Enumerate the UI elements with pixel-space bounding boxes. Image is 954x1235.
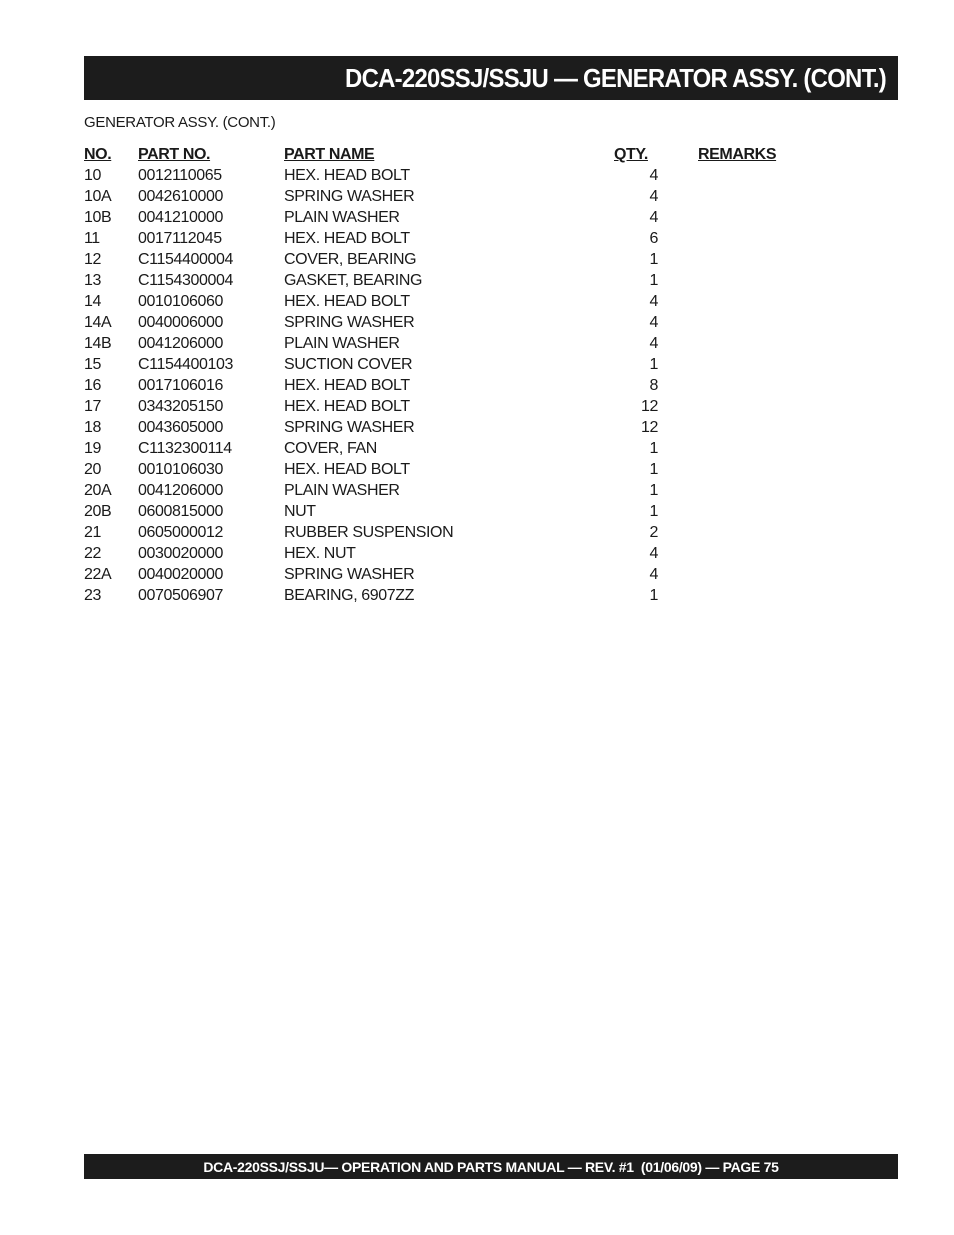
cell-no: 20B bbox=[84, 503, 112, 520]
cell-qty: 12 bbox=[641, 419, 658, 436]
cell-part-name: HEX. NUT bbox=[284, 545, 356, 562]
cell-part-no: 0041206000 bbox=[138, 335, 223, 352]
cell-no: 17 bbox=[84, 398, 101, 415]
cell-remarks bbox=[698, 228, 898, 249]
cell-qty: 4 bbox=[649, 293, 658, 310]
cell-no: 23 bbox=[84, 587, 101, 604]
column-header-remarks: REMARKS bbox=[698, 146, 777, 163]
cell-qty: 4 bbox=[649, 545, 658, 562]
cell-remarks bbox=[698, 543, 898, 564]
table-row bbox=[84, 585, 898, 606]
cell-part-name: SPRING WASHER bbox=[284, 419, 415, 436]
table-row bbox=[84, 270, 898, 291]
cell-qty: 4 bbox=[649, 335, 658, 352]
cell-part-no: C1154400103 bbox=[138, 356, 233, 373]
table-row bbox=[84, 396, 898, 417]
page-header-bar bbox=[84, 56, 898, 100]
cell-part-no: 0017106016 bbox=[138, 377, 223, 394]
table-row bbox=[84, 354, 898, 375]
cell-qty: 1 bbox=[649, 251, 658, 268]
cell-remarks bbox=[698, 165, 898, 186]
cell-part-no: 0030020000 bbox=[138, 545, 223, 562]
cell-part-name: PLAIN WASHER bbox=[284, 209, 400, 226]
table-row bbox=[84, 249, 898, 270]
cell-remarks bbox=[698, 186, 898, 207]
cell-qty: 6 bbox=[649, 230, 658, 247]
cell-qty: 4 bbox=[649, 209, 658, 226]
cell-no: 19 bbox=[84, 440, 101, 457]
cell-no: 22 bbox=[84, 545, 101, 562]
cell-qty: 1 bbox=[649, 482, 658, 499]
table-row bbox=[84, 501, 898, 522]
cell-remarks bbox=[698, 501, 898, 522]
cell-qty: 1 bbox=[649, 461, 658, 478]
table-row bbox=[84, 522, 898, 543]
cell-no: 12 bbox=[84, 251, 101, 268]
table-row bbox=[84, 228, 898, 249]
table-row bbox=[84, 564, 898, 585]
table-row bbox=[84, 543, 898, 564]
cell-no: 10A bbox=[84, 188, 112, 205]
cell-remarks bbox=[698, 396, 898, 417]
cell-no: 15 bbox=[84, 356, 101, 373]
page-footer-bar bbox=[84, 1154, 898, 1179]
cell-qty: 12 bbox=[641, 398, 658, 415]
page-title: DCA-220SSJ/SSJU — GENERATOR ASSY. (CONT.) bbox=[345, 62, 886, 93]
cell-qty: 4 bbox=[649, 314, 658, 331]
column-header-no: NO. bbox=[84, 146, 112, 163]
cell-no: 20 bbox=[84, 461, 101, 478]
table-row bbox=[84, 417, 898, 438]
cell-no: 20A bbox=[84, 482, 112, 499]
cell-qty: 4 bbox=[649, 188, 658, 205]
table-row bbox=[84, 165, 898, 186]
cell-part-name: HEX. HEAD BOLT bbox=[284, 230, 410, 247]
column-header-part-name: PART NAME bbox=[284, 146, 375, 163]
cell-part-name: SPRING WASHER bbox=[284, 314, 415, 331]
cell-qty: 4 bbox=[649, 167, 658, 184]
cell-part-name: PLAIN WASHER bbox=[284, 335, 400, 352]
cell-qty: 2 bbox=[649, 524, 658, 541]
cell-part-name: SPRING WASHER bbox=[284, 566, 415, 583]
cell-remarks bbox=[698, 459, 898, 480]
cell-part-no: 0043605000 bbox=[138, 419, 223, 436]
table-row bbox=[84, 459, 898, 480]
cell-part-name: HEX. HEAD BOLT bbox=[284, 293, 410, 310]
table-body bbox=[84, 165, 898, 606]
cell-part-no: C1154400004 bbox=[138, 251, 233, 268]
footer-text: DCA-220SSJ/SSJU— OPERATION AND PARTS MANUAL — REV. #1 (01/06/09) — PAGE 75 bbox=[203, 1158, 779, 1175]
cell-qty: 1 bbox=[649, 272, 658, 289]
column-header-part-no: PART NO. bbox=[138, 146, 211, 163]
cell-part-name: HEX. HEAD BOLT bbox=[284, 398, 410, 415]
cell-part-no: 0012110065 bbox=[138, 167, 222, 184]
cell-no: 14 bbox=[84, 293, 101, 310]
table-header-row bbox=[84, 144, 898, 165]
cell-part-name: PLAIN WASHER bbox=[284, 482, 400, 499]
table-row bbox=[84, 333, 898, 354]
cell-part-no: 0041210000 bbox=[138, 209, 223, 226]
cell-qty: 4 bbox=[649, 566, 658, 583]
cell-remarks bbox=[698, 249, 898, 270]
cell-remarks bbox=[698, 207, 898, 228]
cell-part-no: C1132300114 bbox=[138, 440, 232, 457]
cell-part-no: 0042610000 bbox=[138, 188, 223, 205]
cell-part-no: 0040006000 bbox=[138, 314, 223, 331]
cell-no: 11 bbox=[84, 230, 100, 247]
table-row bbox=[84, 207, 898, 228]
cell-part-name: NUT bbox=[284, 503, 316, 520]
table-row bbox=[84, 291, 898, 312]
cell-no: 14A bbox=[84, 314, 112, 331]
cell-part-no: 0010106060 bbox=[138, 293, 223, 310]
cell-part-name: COVER, BEARING bbox=[284, 251, 417, 268]
cell-qty: 1 bbox=[649, 440, 658, 457]
cell-qty: 8 bbox=[649, 377, 658, 394]
table-row bbox=[84, 312, 898, 333]
cell-part-no: 0041206000 bbox=[138, 482, 223, 499]
cell-part-name: COVER, FAN bbox=[284, 440, 377, 457]
cell-no: 16 bbox=[84, 377, 101, 394]
cell-remarks bbox=[698, 585, 898, 606]
table-row bbox=[84, 375, 898, 396]
cell-remarks bbox=[698, 438, 898, 459]
column-header-qty: QTY. bbox=[614, 146, 648, 163]
table-row bbox=[84, 438, 898, 459]
cell-part-no: 0343205150 bbox=[138, 398, 223, 415]
cell-part-name: SPRING WASHER bbox=[284, 188, 415, 205]
parts-table bbox=[84, 144, 898, 606]
cell-part-no: 0070506907 bbox=[138, 587, 223, 604]
cell-qty: 1 bbox=[649, 587, 658, 604]
cell-part-name: HEX. HEAD BOLT bbox=[284, 461, 410, 478]
cell-remarks bbox=[698, 270, 898, 291]
cell-part-no: 0017112045 bbox=[138, 230, 222, 247]
cell-no: 10B bbox=[84, 209, 112, 226]
cell-part-no: 0600815000 bbox=[138, 503, 223, 520]
cell-part-name: SUCTION COVER bbox=[284, 356, 413, 373]
cell-no: 13 bbox=[84, 272, 101, 289]
cell-qty: 1 bbox=[649, 356, 658, 373]
cell-remarks bbox=[698, 417, 898, 438]
cell-part-name: BEARING, 6907ZZ bbox=[284, 587, 415, 604]
cell-remarks bbox=[698, 354, 898, 375]
cell-no: 18 bbox=[84, 419, 101, 436]
cell-part-no: 0010106030 bbox=[138, 461, 223, 478]
cell-part-no: 0040020000 bbox=[138, 566, 223, 583]
cell-remarks bbox=[698, 480, 898, 501]
cell-qty: 1 bbox=[649, 503, 658, 520]
cell-part-name: HEX. HEAD BOLT bbox=[284, 167, 410, 184]
section-subtitle: GENERATOR ASSY. (CONT.) bbox=[84, 114, 276, 131]
cell-no: 22A bbox=[84, 566, 112, 583]
cell-part-name: HEX. HEAD BOLT bbox=[284, 377, 410, 394]
cell-part-no: C1154300004 bbox=[138, 272, 233, 289]
cell-no: 14B bbox=[84, 335, 112, 352]
table-row bbox=[84, 186, 898, 207]
cell-part-name: RUBBER SUSPENSION bbox=[284, 524, 454, 541]
cell-remarks bbox=[698, 291, 898, 312]
cell-remarks bbox=[698, 375, 898, 396]
cell-no: 10 bbox=[84, 167, 101, 184]
cell-remarks bbox=[698, 522, 898, 543]
table-row bbox=[84, 480, 898, 501]
cell-no: 21 bbox=[84, 524, 101, 541]
cell-remarks bbox=[698, 333, 898, 354]
cell-part-name: GASKET, BEARING bbox=[284, 272, 423, 289]
cell-part-no: 0605000012 bbox=[138, 524, 223, 541]
cell-remarks bbox=[698, 564, 898, 585]
cell-remarks bbox=[698, 312, 898, 333]
